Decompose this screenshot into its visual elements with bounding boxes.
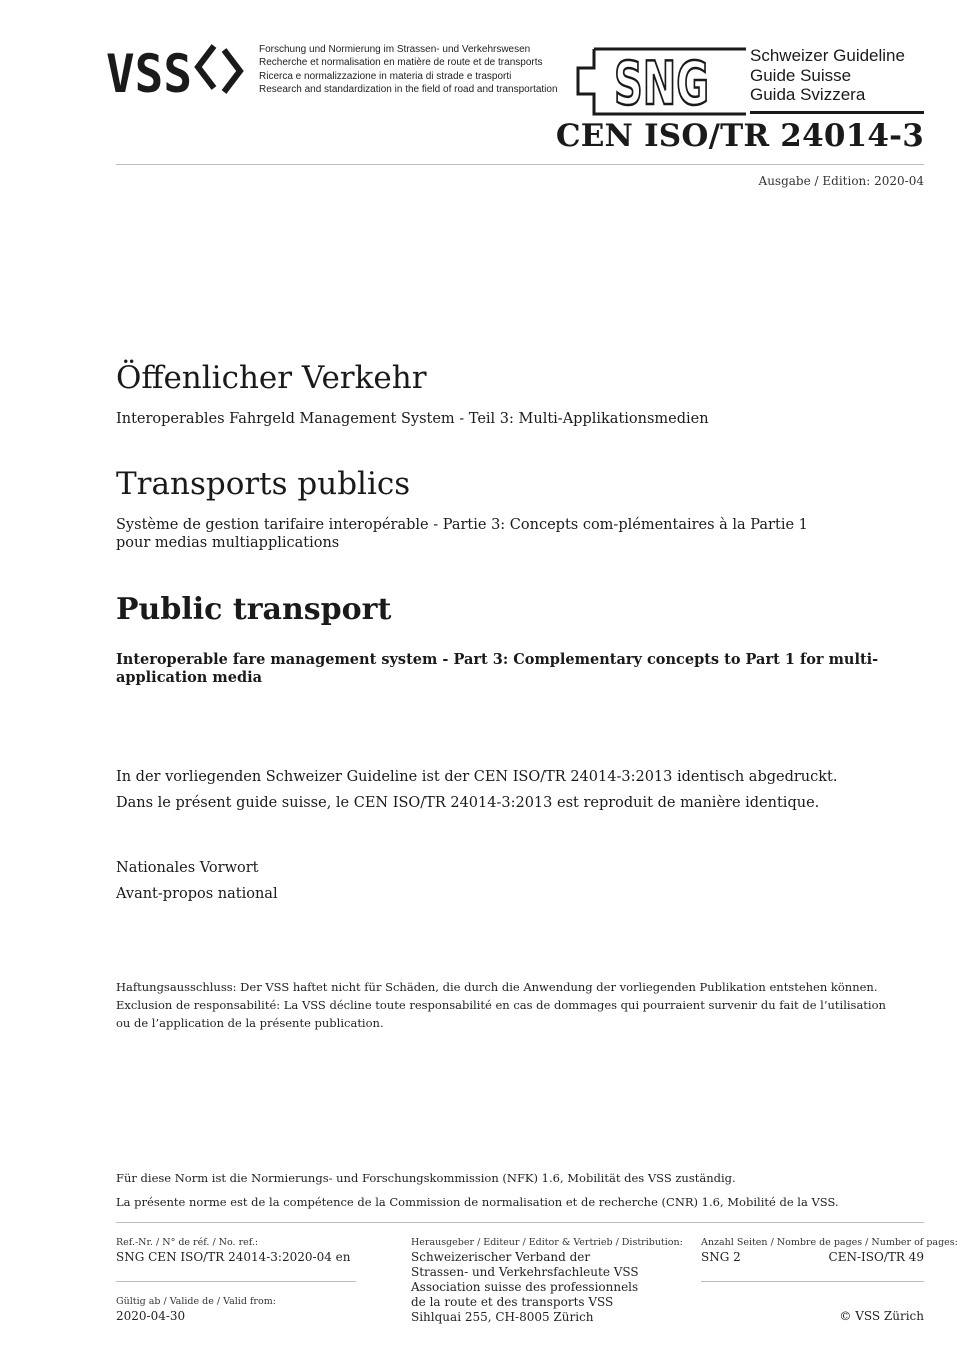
disclaimer-fr-1: Exclusion de responsabilité: La VSS décline toute responsabilité en cas de dommages qui pourraient survenir du fait de l’utilisation xyxy=(116,998,886,1012)
publisher-line: de la route et des transports VSS xyxy=(411,1295,614,1309)
sng-guideline-it: Guida Svizzera xyxy=(750,85,866,104)
title-en: Public transport xyxy=(116,592,392,627)
footer-divider xyxy=(116,1222,924,1223)
page-count-label: Anzahl Seiten / Nombre de pages / Number of pages: xyxy=(701,1237,958,1248)
competence-de: Für diese Norm ist die Normierungs- und Forschungskommission (NFK) 1.6, Mobilität des VSS zuständig. xyxy=(116,1171,736,1185)
vss-logo xyxy=(106,42,252,96)
valid-from-value: 2020-04-30 xyxy=(116,1309,186,1323)
header-divider xyxy=(116,164,924,165)
sng-guideline-fr: Guide Suisse xyxy=(750,65,852,85)
subtitle-de: Interoperables Fahrgeld Management System - Teil 3: Multi-Applikationsmedien xyxy=(116,411,709,427)
disclaimer-de: Haftungsausschluss: Der VSS haftet nicht für Schäden, die durch die Anwendung der vorliegenden Publikation entstehen können. xyxy=(116,980,878,994)
identity-statement-de: In der vorliegenden Schweizer Guideline ist der CEN ISO/TR 24014-3:2013 identisch abgedruckt. xyxy=(116,769,838,785)
vss-tagline xyxy=(259,43,558,97)
sng-logo xyxy=(576,46,756,116)
sng-guideline xyxy=(750,46,905,105)
publisher-label: Herausgeber / Editeur / Editor & Vertrieb / Distribution: xyxy=(411,1237,683,1248)
publisher-line: Schweizerischer Verband der xyxy=(411,1250,591,1264)
national-foreword-fr: Avant-propos national xyxy=(116,886,278,902)
competence-fr: La présente norme est de la compétence de la Commission de normalisation et de recherche (CNR) 1.6, Mobilité de la VSS. xyxy=(116,1195,839,1209)
publisher-address xyxy=(411,1250,639,1325)
vss-tagline-en: Research and standardization in the field of road and transportation xyxy=(259,84,558,96)
vss-tagline-it: Ricerca e normalizzazione in materia di strade e trasporti xyxy=(259,70,512,82)
ref-number-label: Ref.-Nr. / N° de réf. / No. ref.: xyxy=(116,1237,259,1248)
title-de: Öffenlicher Verkehr xyxy=(116,360,427,396)
sng-underline xyxy=(750,111,924,114)
footer-right-divider xyxy=(701,1281,924,1282)
publisher-line: Sihlquai 255, CH-8005 Zürich xyxy=(411,1310,594,1324)
edition-date: Ausgabe / Edition: 2020-04 xyxy=(758,174,924,188)
vss-logo-text: VSS xyxy=(106,44,192,96)
valid-from-label: Gültig ab / Valide de / Valid from: xyxy=(116,1296,276,1307)
disclaimer xyxy=(116,978,896,1032)
copyright: © VSS Zürich xyxy=(839,1309,924,1323)
publisher-line: Association suisse des professionnels xyxy=(411,1280,639,1294)
document-code: CEN ISO/TR 24014-3 xyxy=(555,118,924,154)
page-count-sng: SNG 2 xyxy=(701,1250,741,1264)
page-count-cen: CEN-ISO/TR 49 xyxy=(828,1250,924,1264)
ref-number-value: SNG CEN ISO/TR 24014-3:2020-04 en xyxy=(116,1250,351,1264)
identity-statement-fr: Dans le présent guide suisse, le CEN ISO/TR 24014-3:2013 est reproduit de manière identique. xyxy=(116,795,820,811)
subtitle-fr: Système de gestion tarifaire interopérable - Partie 3: Concepts com-plémentaires à la Partie 1 pour medias multiapplications xyxy=(116,517,808,551)
sng-guideline-de: Schweizer Guideline xyxy=(750,46,905,65)
subtitle-en: Interoperable fare management system - Part 3: Complementary concepts to Part 1 for multi-application media xyxy=(116,651,879,686)
footer-left-divider xyxy=(116,1281,356,1282)
title-fr: Transports publics xyxy=(116,466,411,502)
vss-tagline-fr: Recherche et normalisation en matière de route et de transports xyxy=(259,57,543,69)
vss-tagline-de: Forschung und Normierung im Strassen- und Verkehrswesen xyxy=(259,44,531,55)
national-foreword-de: Nationales Vorwort xyxy=(116,860,259,876)
publisher-line: Strassen- und Verkehrsfachleute VSS xyxy=(411,1265,639,1279)
disclaimer-fr-2: ou de l’application de la présente publication. xyxy=(116,1016,384,1030)
sng-logo-text: SNG xyxy=(614,49,709,116)
